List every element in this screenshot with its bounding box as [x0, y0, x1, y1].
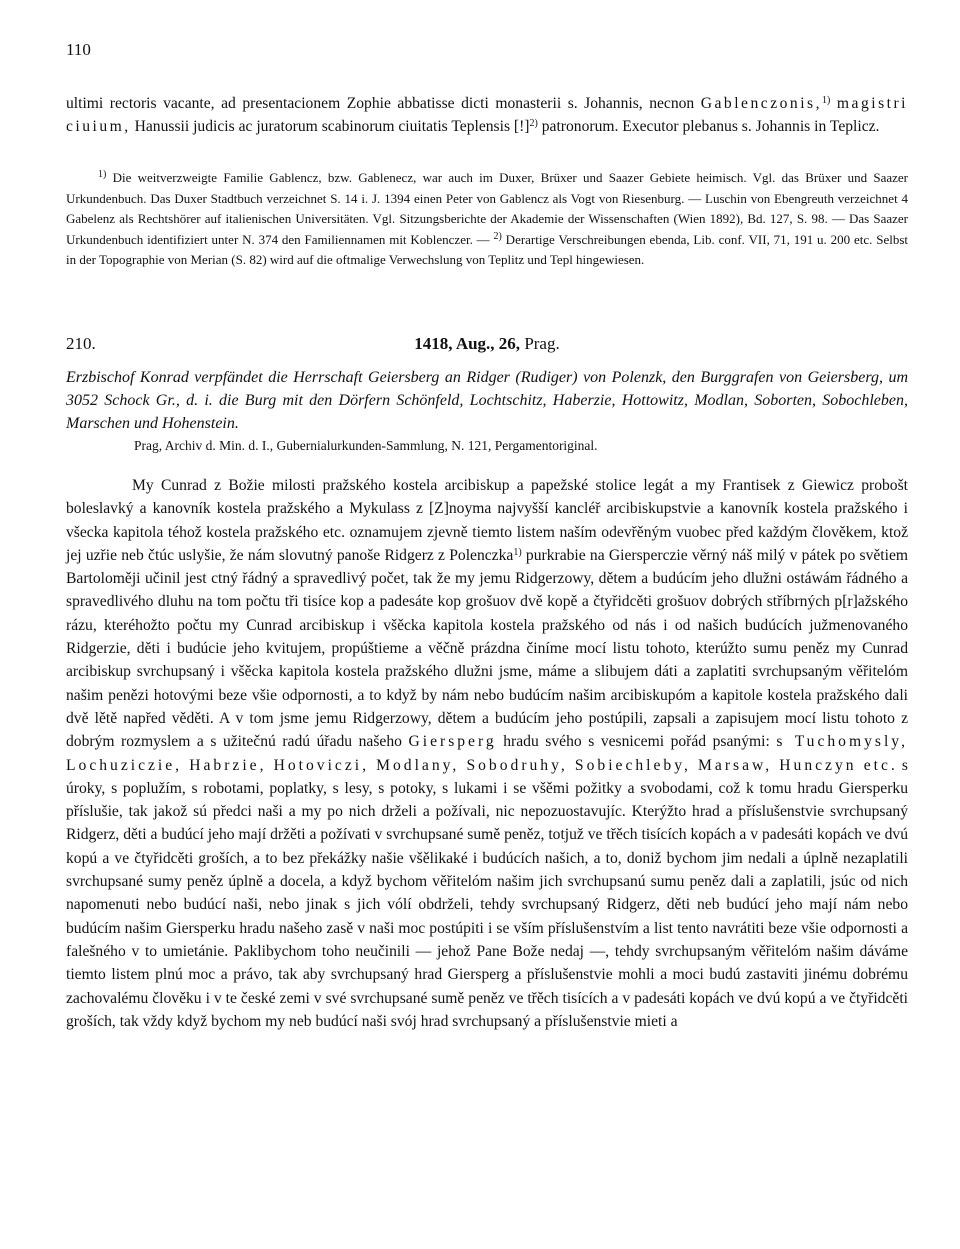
footnote-ref: 2): [529, 118, 538, 129]
spaced-village-list: s Tuchomysly, Lochuziczie, Habrzie, Hotoviczi, Modlany, Sobodruhy, Sobiechleby, Marsaw, Hunczyn etc.: [66, 733, 908, 774]
regest: Erzbischof Konrad verpfändet die Herrschaft Geiersberg an Ridger (Rudiger) von Polenzk, den Burggrafen von Geiersberg, um 3052 Schock Gr., d. i. die Burg mit den Dörfern Schönfeld, Lochtschitz, Haberzie, Hottowitz, Modlan, Soborten, Sobochleben, Marschen und Hohenstein.: [66, 369, 908, 432]
footnote-mark: 2): [493, 230, 502, 242]
spaced-place-name: Giersperg: [408, 733, 497, 751]
person-name: Gablenczonis,: [700, 95, 823, 112]
footnote-ref: 1): [513, 546, 522, 558]
footnotes: [66, 168, 908, 271]
document-text: [66, 474, 908, 1033]
entry-place: Prag.: [520, 334, 560, 353]
footnote-text: $^{1)}$ Die weitverzweigte Familie Gablencz, bzw. Gablenecz, war auch im Duxer, Brüxer und Saazer Gebiete heimisch. Vgl. das Brüxer und Saazer Urkundenbuch. Das Duxer Stadtbuch verzeichnet S. 14 i. J. 1394 einen Peter von Gablencz als Vogt von Riesenburg. — Luschin von Ebengreuth verzeichnet 4 Gabelenz als Rechtshörer auf italienischen Universitäten. Vgl. Sitzungsberichte der Akademie der Wissenschaften (Wien 1892), Bd. 127, S. 98. — Das Saazer Urkundenbuch identifiziert unter N. 374 den Familiennamen mit Koblenczer. — $^{2)}$ Derartige Verschreibungen ebenda, Lib. conf. VII, 71, 191 u. 200 etc. Selbst in der Topographie von Merian (S. 82) wird auf die oftmalige Verwechslung von Teplitz und Tepl hingewiesen.: [66, 169, 908, 267]
entry-date: 1418, Aug., 26,: [414, 334, 521, 353]
entry-date-line: [66, 334, 908, 354]
continuation-paragraph: ultimi rectoris vacante, ad presentacionem Zophie abbatisse dicti monasterii s. Johannis, necnon Gablenczonis,$^{1)}$ magistri ciuium, Hanussii judicis ac juratorum scabinorum ciuitatis Teplensis [!]$^{2)}$ patronorum. Executor plebanus s. Johannis in Teplicz.: [66, 95, 908, 135]
source-note: Prag, Archiv d. Min. d. I., Gubernialurkunden-Sammlung, N. 121, Pergamentoriginal.: [134, 438, 598, 453]
footnote-ref: 1): [822, 95, 831, 106]
spaced-phrase: magistri ciuium,: [66, 95, 908, 135]
document-paragraph: My Cunrad z Božie milosti pražského kostela arcibiskup a papežské stolice legát a my Frantisek z Giewicz probošt boleslavký a kanovník kostela pražského a Mykulass z [Z]noyma najvyšší kancléř arcibiskupstvie a kanovník kostela pražského i všecka kapitola téhož kostela pražského etc. oznamujem zjevně tiemto listem naším odevřěným vuobec před každým člověkem, ktož jej uzřie neb čtúc uslyšie, že nám slovutný panoše Ridgerz z Polenczka$^{1)}$ purkrabie na Giersperczie věrný náš milý v pátek po světiem Bartoloměji učinil jest ctný řádný a spravedlivý počet, tak že my jemu Ridgerzowy, dětem a budúcím jeho dlužni ostáwám řádného a spravedlivého dluhu na tom počtu tři tisíce kop a padesáte kop grošuov dvě kopě a čtyřidcěti grošuov dobrých stříbrných p[r]ažského rázu, kteréhožto počtu my Cunrad arcibiskup i všěcka kapitola kostela pražského od nás i od našich budúcích južmenovaného Ridgerzie, děti i budúcie jeho kvitujem, propúštieme a věčně prázdna činíme mocí listu tohoto, kterúžto sumu peněz my Cunrad arcibiskup svrchupsaný i všěcka kapitola kostela pražského dlužni jsme, máme a slibujem dáti a zaplatiti svrchupsaným věřitelóm našim penězi hotovými beze všie odpornosti, a to když by nám nebo budúcím našim arcibiskupóm a kapitole kostela pražského dali dvě lětě napřed věděti. A v tom jsme jemu Ridgerzowy, dětem a budúcím jeho postúpili, zapsali a zapisujem mocí listu tohoto z dobrým rozmyslem a s užitečnú radú úřadu našeho Giersperg hradu svého s vesnicemi pořád psanými: s Tuchomysly, Lochuziczie, Habrzie, Hotoviczi, Modlany, Sobodruhy, Sobiechleby, Marsaw, Hunczyn etc. s úroky, s poplužím, s robotami, poplatky, s lesy, s potoky, s lukami i se všěmi požitky a svobodami, což k tomu hradu Giersperku příslušie, tak jakož sú předci naši a my po nich drželi a požívali, nic nepozuostavujíc. Kterýžto hrad a příslušenstvie svrchupsaný Ridgerz, děti a budúcí jeho mají držěti a požívati v svrchupsané sumě peněz, totjuž ve třěch tisících kopách a v padesáti kopách ve dvú kopú a ve čtyřidcěti groších, a to bez překážky našie všělikaké i budúcích našich, a to, doniž bychom jim nedali a úplně nezaplatili svrchupsané sumy peněz úplně a docela, a když bychom věřitelóm našim jich svrchupsanú sumu peněz dali a zaplatili, jsúc od nich napomenuti nebo budúcí naši, nebo jinak s jich vólí obdrželi, tehdy svrchupsaný Ridgerz, děti neb budúcí jeho mají nám nebo budúcím našim Giersperku hradu našeho zasě v naši moc postúpiti i se vším příslušenstvím a list tento navrátiti beze všie odpornosti a falešného v to umietánie. Paklibychom toho neučinili — jehož Pane Bože nedaj —, tehdy svrchupsaným věřitelóm našim dáváme tiemto listem plnú moc a právo, tak aby svrchupsaný hrad Giersperg a příslušenstvie mohli a moci budú zastaviti jinému dobrému zachovalému člověku i v te české zemi v své svrchupsané sumě peněz ve třěch tisících a v padesáti kopách ve dvú kopú a ve čtyřidcěti groších, tak vždy když bychom my neb budúcí naši svój hrad svrchupsaný a příslušenstvie mieti a: [66, 477, 909, 1030]
footnote-mark: 1): [98, 169, 107, 180]
page-number: 110: [66, 40, 91, 59]
entry-number: 210.: [66, 334, 96, 353]
entry-header: [66, 334, 908, 360]
